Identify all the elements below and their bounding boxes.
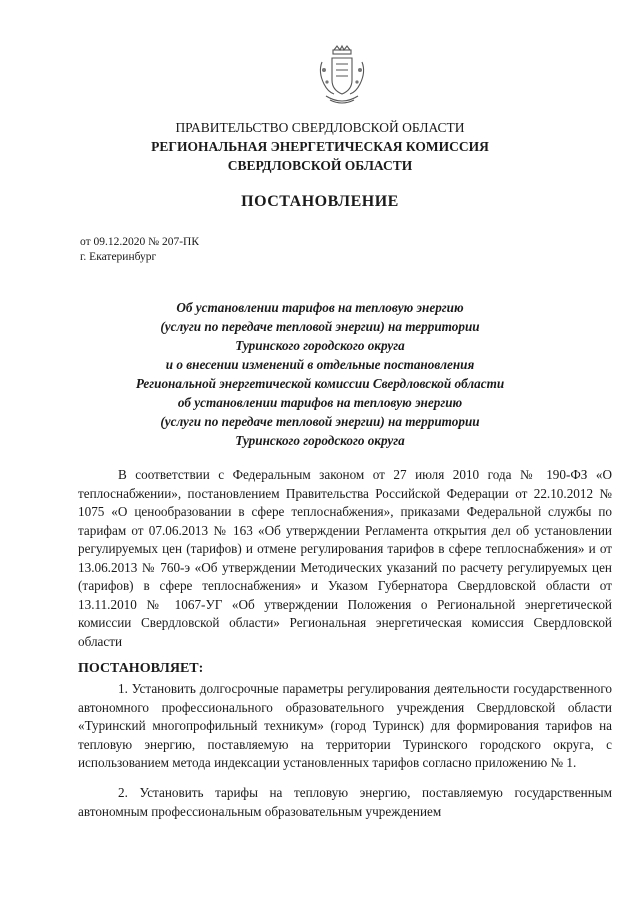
clause-1-paragraph: 1. Установить долгосрочные параметры регулирования деятельности государственного автономного профессионального образовательного учреждения Свердловской области «Туринский многопрофильный техникум» (город Туринск) для формирования тарифов на тепловую энергию, поставляемую на территории Туринского городского округа, с использованием метода индексации установленных тарифов согласно приложению № 1. <box>78 681 612 770</box>
coat-of-arms-emblem <box>316 44 368 108</box>
preamble-paragraph: В соответствии с Федеральным законом от 27 июля 2010 года № 190-ФЗ «О теплоснабжении», постановлением Правительства Российской Федерации от 22.10.2012 № 1075 «О ценообразовании в сфере теплоснабжения», приказами Федеральной службы по тарифам от 07.06.2013 № 163 «Об утверждении Регламента открытия дел об установлении регулируемых цен (тарифов) и отмене регулирования тарифов в сфере теплоснабжения» и от 13.06.2013 № 760-э «Об утверждении Методических указаний по расчету регулируемых цен (тарифов) в сфере теплоснабжения» и Указом Губернатора Свердловской области от 13.11.2010 № 1067-УГ «Об утверждении Положения о Региональной энергетической комиссии Свердловской области» Региональная энергетическая комиссия Свердловской области <box>78 467 612 649</box>
subject-line: (услуги по передаче тепловой энергии) на территории <box>160 414 480 429</box>
subject-line: Региональной энергетической комиссии Свердловской области <box>135 376 505 391</box>
subject-line: (услуги по передаче тепловой энергии) на территории <box>160 319 480 334</box>
document-title: ПОСТАНОВЛЕНИЕ <box>241 193 399 210</box>
commission-title-line2: СВЕРДЛОВСКОЙ ОБЛАСТИ <box>227 158 413 173</box>
document-city: г. Екатеринбург <box>80 251 157 263</box>
subject-line: Туринского городского округа <box>235 433 405 448</box>
subject-line: об установлении тарифов на тепловую энергию <box>177 395 463 410</box>
document-subject <box>0 298 640 450</box>
resolves-heading: ПОСТАНОВЛЯЕТ: <box>78 661 204 676</box>
document-date-number: от 09.12.2020 № 207-ПК <box>80 236 200 248</box>
subject-line: Об установлении тарифов на тепловую энергию <box>176 300 464 315</box>
clause-2-paragraph: 2. Установить тарифы на тепловую энергию, поставляемую государственным автономным профессиональным образовательным учреждением <box>78 785 612 819</box>
subject-line: Туринского городского округа <box>235 338 405 353</box>
subject-line: и о внесении изменений в отдельные постановления <box>165 357 475 372</box>
government-title: ПРАВИТЕЛЬСТВО СВЕРДЛОВСКОЙ ОБЛАСТИ <box>175 120 465 135</box>
commission-title-line1: РЕГИОНАЛЬНАЯ ЭНЕРГЕТИЧЕСКАЯ КОМИССИЯ <box>151 139 489 154</box>
